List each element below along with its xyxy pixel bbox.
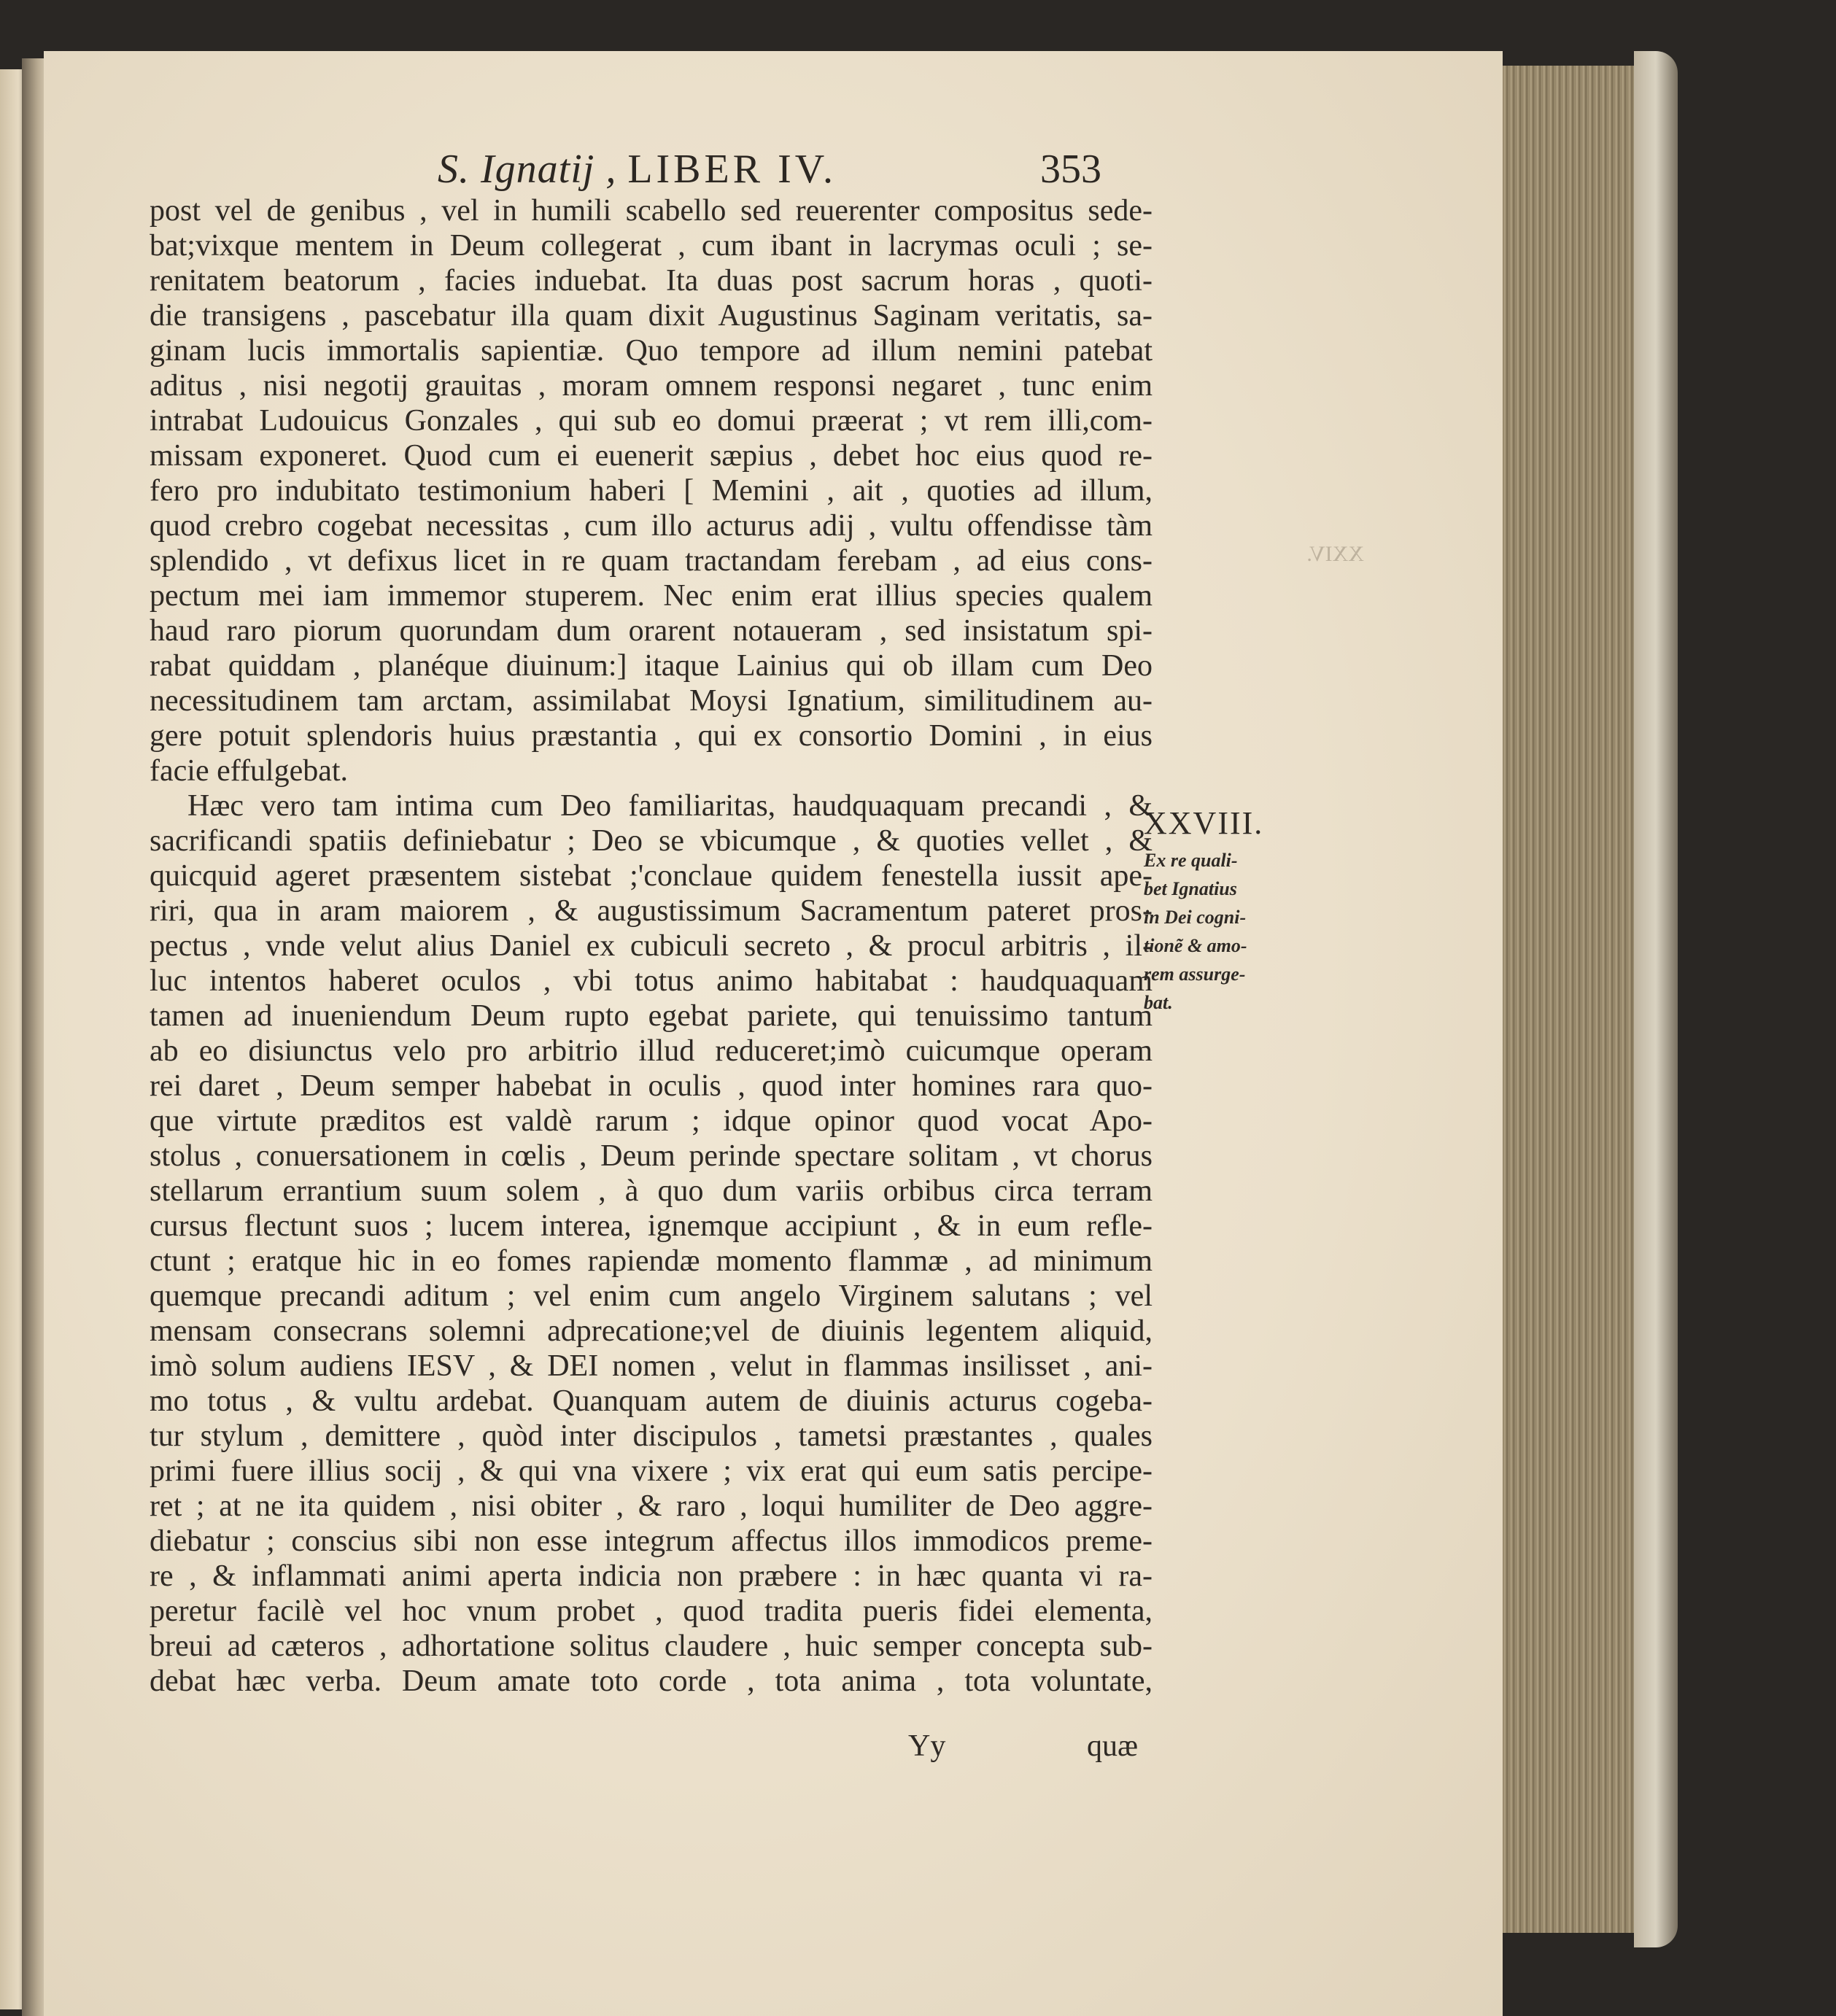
running-title-saint: S. Ignatij , xyxy=(438,147,617,192)
text-line: splendido , vt defixus licet in re quam tractandam ferebam , ad eius cons- xyxy=(150,544,1153,578)
text-line: ret ; at ne ita quidem , nisi obiter , & raro , loqui humiliter de Deo aggre- xyxy=(150,1489,1153,1523)
marginal-note xyxy=(1144,805,1290,1017)
catchword: quæ xyxy=(1087,1729,1139,1763)
text-line: quicquid ageret præsentem sistebat ;'conclaue quidem fenestella iussit ape- xyxy=(150,859,1153,893)
marginal-note-text: Ex re quali- bet Ignatius in Dei cogni- tionẽ & amo- rem assurge- bat. xyxy=(1144,850,1247,1013)
text-line: intrabat Ludouicus Gonzales , qui sub eo domui præerat ; vt rem illi,com- xyxy=(150,404,1153,438)
text-line: facie effulgebat. xyxy=(150,754,349,788)
text-line: ab eo disiunctus velo pro arbitrio illud reduceret;imò cuicumque operam xyxy=(150,1034,1153,1068)
running-title xyxy=(438,146,837,193)
text-line: pectum mei iam immemor stuperem. Nec enim erat illius species qualem xyxy=(150,579,1153,613)
text-line: imò solum audiens IESV , & DEI nomen , velut in flammas insilisset , ani- xyxy=(150,1349,1153,1383)
text-line: sacrificandi spatiis definiebatur ; Deo se vbicumque , & quoties vellet , & xyxy=(150,824,1153,858)
text-line: fero pro indubitato testimonium haberi [ Memini , ait , quoties ad illum, xyxy=(150,474,1153,508)
body-text xyxy=(150,193,1153,1699)
text-line: quod crebro cogebat necessitas , cum illo acturus adij , vultu offendisse tàm xyxy=(150,509,1153,543)
text-line: breui ad cæteros , adhortatione solitus claudere , huic semper concepta sub- xyxy=(150,1629,1153,1663)
text-line: post vel de genibus , vel in humili scabello sed reuerenter compositus sede- xyxy=(150,194,1153,228)
text-line: aditus , nisi negotij grauitas , moram omnem responsi negaret , tunc enim xyxy=(150,369,1153,403)
text-line: tur stylum , demittere , quòd inter discipulos , tametsi præstantes , quales xyxy=(150,1419,1153,1453)
text-line: pectus , vnde velut alius Daniel ex cubiculi secreto , & procul arbitris , il- xyxy=(150,929,1153,963)
text-line: rabat quiddam , planéque diuinum:] itaque Lainius qui ob illam cum Deo xyxy=(150,649,1153,683)
signature-mark: Yy xyxy=(908,1729,946,1763)
text-line: ginam lucis immortalis sapientiæ. Quo tempore ad illum nemini patebat xyxy=(150,334,1153,368)
text-line: ctunt ; eratque hic in eo fomes rapiendæ momento flammæ , ad minimum xyxy=(150,1244,1153,1278)
text-line: rei daret , Deum semper habebat in oculis , quod inter homines rara quo- xyxy=(150,1069,1153,1103)
text-line: gere potuit splendoris huius præstantia , qui ex consortio Domini , in eius xyxy=(150,719,1153,753)
text-line: stellarum errantium suum solem , à quo dum variis orbibus circa terram xyxy=(150,1174,1153,1208)
text-line: mo totus , & vultu ardebat. Quanquam autem de diuinis acturus cogeba- xyxy=(150,1384,1153,1418)
text-line: cursus flectunt suos ; lucem interea, ignemque accipiunt , & in eum refle- xyxy=(150,1209,1153,1243)
text-line: luc intentos haberet oculos , vbi totus animo habitabat : haudquaquam xyxy=(150,964,1153,998)
running-title-book: LIBER IV. xyxy=(627,147,837,192)
text-line: peretur facilè vel hoc vnum probet , quod tradita pueris fidei elementa, xyxy=(150,1594,1153,1628)
text-line: stolus , conuersationem in cœlis , Deum perinde spectare solitam , vt chorus xyxy=(150,1139,1153,1173)
text-line: diebatur ; conscius sibi non esse integrum affectus illos immodicos preme- xyxy=(150,1524,1153,1558)
text-line: necessitudinem tam arctam, assimilabat Moysi Ignatium, similitudinem au- xyxy=(150,684,1153,718)
marginal-note-number: XXVIII. xyxy=(1144,805,1264,841)
page-number: 353 xyxy=(1040,147,1101,192)
text-line: haud raro piorum quorundam dum orarent notaueram , sed insistatum spi- xyxy=(150,614,1153,648)
text-line: mensam consecrans solemni adprecatione;vel de diuinis legentem aliquid, xyxy=(150,1314,1153,1348)
text-line: riri, qua in aram maiorem , & augustissimum Sacramentum pateret pros- xyxy=(150,894,1153,928)
text-line: re , & inflammati animi aperta indicia non præbere : in hæc quanta vi ra- xyxy=(150,1559,1153,1593)
text-line: debat hæc verba. Deum amate toto corde , tota anima , tota voluntate, xyxy=(150,1664,1153,1698)
text-line: tamen ad inueniendum Deum rupto egebat pariete, qui tenuissimo tantum xyxy=(150,999,1153,1033)
text-line: renitatem beatorum , facies induebat. Ita duas post sacrum horas , quoti- xyxy=(150,264,1153,298)
book-cover-edge xyxy=(1634,51,1678,1947)
text-line: missam exponeret. Quod cum ei euenerit sæpius , debet hoc eius quod re- xyxy=(150,439,1153,473)
text-line: que virtute præditos est valdè rarum ; idque opinor quod vocat Apo- xyxy=(150,1104,1153,1138)
text-line: primi fuere illius socij , & qui vna vixere ; vix erat qui eum satis percipe- xyxy=(150,1454,1153,1488)
bleed-through-text: XXIV. xyxy=(1306,542,1364,566)
text-line: Hæc vero tam intima cum Deo familiaritas, haudquaquam precandi , & xyxy=(187,789,1153,823)
text-line: quemque precandi aditum ; vel enim cum angelo Virginem salutans ; vel xyxy=(150,1279,1153,1313)
text-line: die transigens , pascebatur illa quam dixit Augustinus Saginam veritatis, sa- xyxy=(150,299,1153,333)
text-line: bat;vixque mentem in Deum collegerat , cum ibant in lacrymas oculi ; se- xyxy=(150,229,1153,263)
